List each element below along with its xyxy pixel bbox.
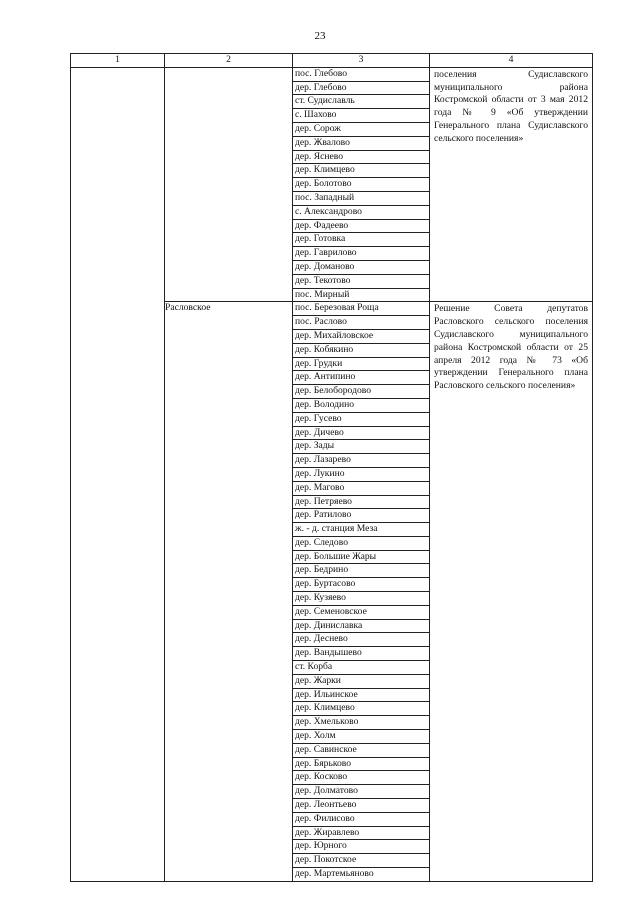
list-item	[293, 536, 429, 550]
list-item	[293, 550, 429, 564]
page-number: 23	[314, 30, 326, 42]
table-header-row	[71, 54, 593, 68]
list-item	[293, 357, 429, 371]
locality-name: дер. Ратилово	[293, 509, 429, 523]
list-item	[293, 81, 429, 95]
locality-name: дер. Гусево	[293, 412, 429, 426]
list-item	[293, 619, 429, 633]
list-item	[293, 122, 429, 136]
settlement-name	[165, 67, 293, 302]
locality-name: дер. Готовка	[293, 233, 429, 247]
locality-name: дер. Фадеево	[293, 219, 429, 233]
locality-name: дер. Косково	[293, 771, 429, 785]
list-item	[293, 757, 429, 771]
locality-name: пос. Раслово	[293, 316, 429, 330]
locality-name: дер. Антипино	[293, 371, 429, 385]
locality-name: дер. Большие Жары	[293, 550, 429, 564]
list-item	[293, 371, 429, 385]
locality-name: дер. Сорож	[293, 122, 429, 136]
list-item	[293, 854, 429, 868]
list-item	[293, 150, 429, 164]
locality-name: дер. Дичево	[293, 426, 429, 440]
locality-name: дер. Долматово	[293, 785, 429, 799]
list-item	[293, 385, 429, 399]
locality-name: дер. Юрного	[293, 840, 429, 854]
settlement-row	[71, 67, 593, 302]
locality-name: дер. Буртасово	[293, 578, 429, 592]
list-item	[293, 219, 429, 233]
locality-name: дер. Зады	[293, 440, 429, 454]
locality-name: дер. Петряево	[293, 495, 429, 509]
list-item	[293, 730, 429, 744]
list-item	[293, 868, 429, 881]
locality-name: дер. Климцево	[293, 164, 429, 178]
list-item	[293, 702, 429, 716]
list-item	[293, 592, 429, 606]
locality-name: дер. Володино	[293, 398, 429, 412]
approval-document: поселения Судиславского муниципального района Костромской области от 3 мая 2012 года № 9 «Об утверждении Генерального плана Судиславского сельского поселения»	[430, 67, 593, 302]
list-item	[293, 205, 429, 219]
table-body	[71, 67, 593, 881]
locality-name: дер. Покотское	[293, 854, 429, 868]
list-item	[293, 440, 429, 454]
list-item	[293, 467, 429, 481]
locality-name: дер. Магово	[293, 481, 429, 495]
locality-name: дер. Бярьково	[293, 757, 429, 771]
list-item	[293, 247, 429, 261]
locality-name: дер. Следово	[293, 536, 429, 550]
list-item	[293, 136, 429, 150]
locality-name: дер. Кобякино	[293, 343, 429, 357]
list-item	[293, 164, 429, 178]
locality-name: дер. Лазарево	[293, 454, 429, 468]
list-item	[293, 743, 429, 757]
list-item	[293, 564, 429, 578]
empty-cell	[71, 67, 165, 881]
settlements-table	[70, 53, 593, 882]
locality-name: пос. Березовая Роща	[293, 302, 429, 315]
localities-list	[293, 68, 429, 302]
locality-name: дер. Деснево	[293, 633, 429, 647]
locality-name: дер. Мартемьяново	[295, 868, 374, 880]
list-item	[293, 329, 429, 343]
list-item	[293, 68, 429, 81]
column-header: 3	[293, 54, 430, 68]
locality-name: дер. Климцево	[293, 702, 429, 716]
list-item	[293, 191, 429, 205]
list-item	[293, 647, 429, 661]
list-item	[293, 178, 429, 192]
list-item	[293, 316, 429, 330]
locality-name: пос. Мирный	[295, 288, 350, 300]
locality-name: дер. Жвалово	[293, 136, 429, 150]
list-item	[293, 274, 429, 288]
localities-cell	[293, 67, 430, 302]
list-item	[293, 578, 429, 592]
list-item	[293, 398, 429, 412]
list-item	[293, 288, 429, 301]
list-item	[293, 771, 429, 785]
list-item	[293, 233, 429, 247]
locality-name: с. Александрово	[293, 205, 429, 219]
locality-name: дер. Леонтьево	[293, 799, 429, 813]
locality-name: дер. Жиравлево	[293, 826, 429, 840]
column-header: 1	[71, 54, 165, 68]
list-item	[293, 674, 429, 688]
list-item	[293, 812, 429, 826]
column-header: 2	[165, 54, 293, 68]
list-item	[293, 481, 429, 495]
approval-document: Решение Совета депутатов Расловского сельского поселения Судиславского муниципального района Костромской области от 25 апреля 2012 года № 73 «Об утверждении Генерального плана Расловского сельского поселения»	[430, 302, 593, 881]
locality-name: дер. Холм	[293, 730, 429, 744]
list-item	[293, 523, 429, 537]
list-item	[293, 605, 429, 619]
list-item	[293, 840, 429, 854]
list-item	[293, 454, 429, 468]
list-item	[293, 412, 429, 426]
settlement-name: Расловское	[165, 302, 293, 881]
locality-name: дер. Вандышево	[293, 647, 429, 661]
list-item	[293, 509, 429, 523]
list-item	[293, 716, 429, 730]
list-item	[293, 633, 429, 647]
list-item	[293, 661, 429, 675]
locality-name: дер. Михайловское	[293, 329, 429, 343]
locality-name: дер. Глебово	[293, 81, 429, 95]
localities-list	[293, 302, 429, 880]
column-header: 4	[430, 54, 593, 68]
locality-name: дер. Лукино	[293, 467, 429, 481]
list-item	[293, 95, 429, 109]
locality-name: с. Шахово	[293, 109, 429, 123]
list-item	[293, 826, 429, 840]
list-item	[293, 109, 429, 123]
locality-name: дер. Текотово	[293, 274, 429, 288]
locality-name: дер. Ильинское	[293, 688, 429, 702]
locality-name: дер. Яснево	[293, 150, 429, 164]
locality-name: дер. Кузяево	[293, 592, 429, 606]
locality-name: пос. Западный	[293, 191, 429, 205]
locality-name: дер. Болотово	[293, 178, 429, 192]
locality-name: дер. Семеновское	[293, 605, 429, 619]
locality-name: ст. Корба	[293, 661, 429, 675]
locality-name: дер. Бедрино	[293, 564, 429, 578]
localities-cell	[293, 302, 430, 881]
list-item	[293, 343, 429, 357]
list-item	[293, 260, 429, 274]
locality-name: дер. Филисово	[293, 812, 429, 826]
locality-name: пос. Глебово	[293, 68, 429, 81]
locality-name: ж. - д. станция Меза	[293, 523, 429, 537]
locality-name: дер. Диниславка	[293, 619, 429, 633]
list-item	[293, 688, 429, 702]
list-item	[293, 426, 429, 440]
list-item	[293, 302, 429, 315]
locality-name: дер. Грудки	[293, 357, 429, 371]
list-item	[293, 495, 429, 509]
list-item	[293, 799, 429, 813]
locality-name: ст. Судиславль	[293, 95, 429, 109]
locality-name: дер. Гаврилово	[293, 247, 429, 261]
locality-name: дер. Хмельково	[293, 716, 429, 730]
locality-name: дер. Доманово	[293, 260, 429, 274]
locality-name: дер. Жарки	[293, 674, 429, 688]
list-item	[293, 785, 429, 799]
locality-name: дер. Савинское	[293, 743, 429, 757]
locality-name: дер. Белобородово	[293, 385, 429, 399]
